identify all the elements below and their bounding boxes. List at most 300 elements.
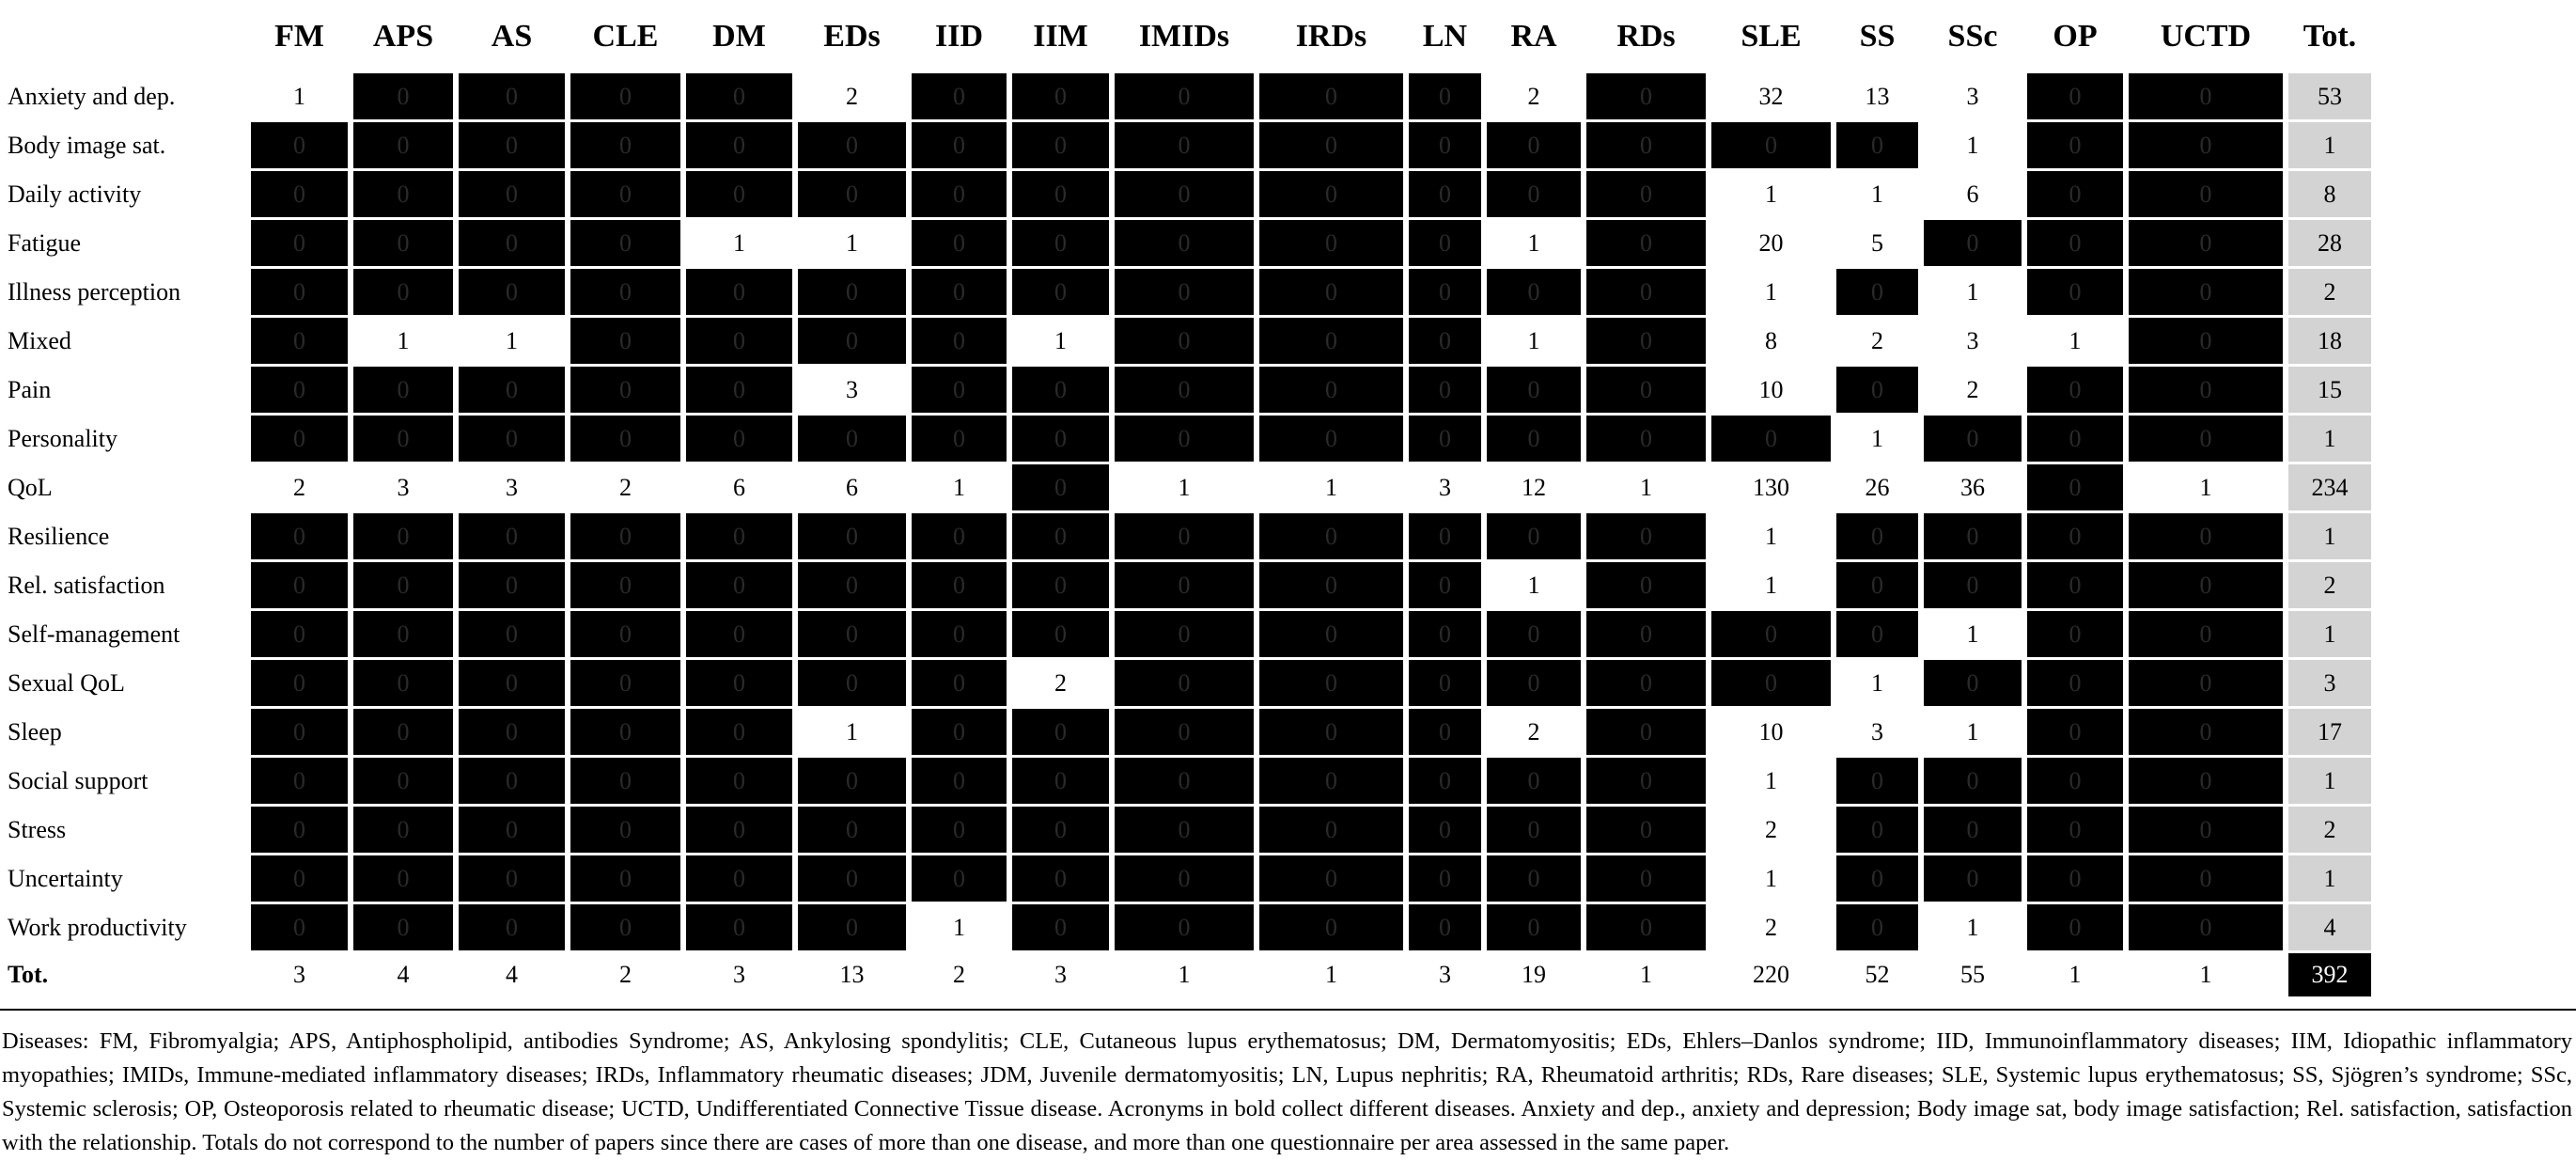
table-cell: 1 <box>1586 464 1706 510</box>
table-cell: 0 <box>1711 660 1831 706</box>
table-cell: 0 <box>353 855 453 902</box>
column-total-cell: 13 <box>798 953 906 996</box>
table-cell: 0 <box>912 611 1007 657</box>
table-cell: 0 <box>1487 660 1581 706</box>
table-cell: 0 <box>353 171 453 217</box>
table-cell: 0 <box>1487 904 1581 950</box>
table-cell: 0 <box>1259 122 1403 168</box>
table-cell: 0 <box>1259 758 1403 804</box>
table-cell: 0 <box>353 562 453 608</box>
table-cell: 3 <box>1924 73 2022 119</box>
table-cell: 0 <box>1409 855 1481 902</box>
table-cell: 0 <box>1586 758 1706 804</box>
table-cell: 0 <box>570 709 680 755</box>
table-cell: 0 <box>353 73 453 119</box>
table-cell: 0 <box>1259 220 1403 266</box>
table-cell: 0 <box>459 855 565 902</box>
row-label: Self-management <box>8 620 180 648</box>
table-cell: 0 <box>353 122 453 168</box>
table-cell: 0 <box>1409 709 1481 755</box>
row-label: Body image sat. <box>8 131 166 159</box>
table-cell: 0 <box>459 758 565 804</box>
column-header: APS <box>372 19 434 54</box>
row-label: Fatigue <box>8 228 81 257</box>
table-cell: 0 <box>570 807 680 853</box>
table-cell: 0 <box>1115 220 1254 266</box>
table-cell: 0 <box>1409 73 1481 119</box>
table-cell: 0 <box>251 904 348 950</box>
table-cell: 1 <box>1259 464 1403 510</box>
table-cell: 0 <box>1836 122 1918 168</box>
row-total-cell: 2 <box>2288 807 2371 853</box>
table-cell: 0 <box>570 269 680 315</box>
row-total-cell: 28 <box>2288 220 2371 266</box>
column-total-cell: 1 <box>1586 953 1706 996</box>
table-cell: 0 <box>1586 611 1706 657</box>
table-cell: 0 <box>251 855 348 902</box>
column-header: LN <box>1422 19 1468 54</box>
table-cell: 0 <box>251 171 348 217</box>
table-cell: 0 <box>798 660 906 706</box>
table-cell: 0 <box>1586 513 1706 559</box>
table-cell: 0 <box>1836 513 1918 559</box>
table-cell: 1 <box>1711 758 1831 804</box>
table-cell: 1 <box>686 220 792 266</box>
row-label: Mixed <box>8 326 71 354</box>
column-header: IMIDs <box>1138 19 1230 54</box>
table-cell: 0 <box>1586 855 1706 902</box>
table-cell: 0 <box>1586 416 1706 462</box>
table-cell: 1 <box>1836 171 1918 217</box>
table-cell: 0 <box>1115 122 1254 168</box>
table-cell: 0 <box>1409 416 1481 462</box>
table-cell: 1 <box>798 709 906 755</box>
table-cell: 0 <box>912 122 1007 168</box>
row-label: Uncertainty <box>8 864 123 892</box>
table-cell: 1 <box>1836 416 1918 462</box>
table-cell: 0 <box>1586 562 1706 608</box>
row-label: Sexual QoL <box>8 668 125 697</box>
table-cell: 0 <box>459 171 565 217</box>
table-cell: 0 <box>2129 660 2283 706</box>
table-cell: 0 <box>686 171 792 217</box>
table-cell: 0 <box>1115 660 1254 706</box>
table-cell: 0 <box>570 611 680 657</box>
table-cell: 0 <box>353 660 453 706</box>
table-cell: 0 <box>1487 807 1581 853</box>
column-header: AS <box>491 19 533 54</box>
table-cell: 0 <box>251 220 348 266</box>
table-cell: 0 <box>2027 562 2123 608</box>
column-header: FM <box>274 19 324 54</box>
row-label: QoL <box>8 473 53 501</box>
total-row <box>6 953 2371 996</box>
table-cell: 2 <box>251 464 348 510</box>
table-cell: 0 <box>1586 122 1706 168</box>
table-cell: 0 <box>1259 171 1403 217</box>
table-cell: 1 <box>1924 122 2022 168</box>
row-total-cell: 2 <box>2288 269 2371 315</box>
table-cell: 0 <box>2027 220 2123 266</box>
table-cell: 0 <box>1409 220 1481 266</box>
table-cell: 0 <box>2027 171 2123 217</box>
table-cell: 0 <box>1409 171 1481 217</box>
column-header: CLE <box>592 19 659 54</box>
table-cell: 1 <box>2027 318 2123 364</box>
table-cell: 0 <box>1259 318 1403 364</box>
table-cell: 0 <box>1924 807 2022 853</box>
table-bottom-rule <box>0 1009 2576 1011</box>
column-header: RDs <box>1616 19 1676 54</box>
table-cell: 0 <box>798 562 906 608</box>
table-cell: 0 <box>353 416 453 462</box>
total-row-label: Tot. <box>8 961 49 988</box>
table-row <box>6 758 2371 804</box>
table-cell: 2 <box>1487 709 1581 755</box>
table-cell: 20 <box>1711 220 1831 266</box>
table-cell: 0 <box>1259 562 1403 608</box>
row-label: Anxiety and dep. <box>8 82 176 110</box>
table-cell: 0 <box>2027 709 2123 755</box>
table-cell: 0 <box>1012 855 1109 902</box>
table-cell: 0 <box>2027 807 2123 853</box>
column-header: IID <box>934 19 984 54</box>
table-cell: 0 <box>798 758 906 804</box>
table-cell: 0 <box>1012 562 1109 608</box>
row-label: Personality <box>8 424 117 452</box>
table-cell: 1 <box>1711 171 1831 217</box>
table-cell: 0 <box>1012 220 1109 266</box>
table-cell: 1 <box>1711 513 1831 559</box>
column-total-cell: 19 <box>1487 953 1581 996</box>
table-cell: 0 <box>2129 904 2283 950</box>
table-cell: 0 <box>912 73 1007 119</box>
table-cell: 0 <box>570 416 680 462</box>
table-cell: 1 <box>1012 318 1109 364</box>
table-cell: 0 <box>570 171 680 217</box>
table-cell: 0 <box>686 416 792 462</box>
row-total-cell: 1 <box>2288 758 2371 804</box>
table-cell: 0 <box>459 73 565 119</box>
table-cell: 0 <box>912 367 1007 413</box>
column-header: UCTD <box>2160 19 2252 54</box>
table-cell: 32 <box>1711 73 1831 119</box>
table-cell: 0 <box>1115 709 1254 755</box>
table-cell: 1 <box>353 318 453 364</box>
table-cell: 0 <box>1012 122 1109 168</box>
table-row <box>6 709 2371 755</box>
table-cell: 0 <box>2129 122 2283 168</box>
table-cell: 0 <box>251 611 348 657</box>
table-cell: 0 <box>353 367 453 413</box>
column-total-cell: 1 <box>2027 953 2123 996</box>
table-cell: 0 <box>1836 611 1918 657</box>
table-cell: 0 <box>1924 855 2022 902</box>
table-row <box>6 660 2371 706</box>
column-total-cell: 52 <box>1836 953 1918 996</box>
row-label: Rel. satisfaction <box>8 571 165 599</box>
table-cell: 0 <box>1012 513 1109 559</box>
table-cell: 13 <box>1836 73 1918 119</box>
table-row <box>6 367 2371 413</box>
corner-header <box>6 3 245 71</box>
table-cell: 0 <box>686 122 792 168</box>
table-cell: 1 <box>798 220 906 266</box>
table-cell: 0 <box>1924 758 2022 804</box>
table-cell: 1 <box>1711 562 1831 608</box>
table-cell: 0 <box>1836 758 1918 804</box>
table-cell: 0 <box>1487 513 1581 559</box>
table-cell: 0 <box>1836 269 1918 315</box>
table-cell: 1 <box>1115 464 1254 510</box>
table-cell: 1 <box>1711 269 1831 315</box>
table-cell: 1 <box>912 904 1007 950</box>
table-cell: 1 <box>1487 220 1581 266</box>
table-cell: 0 <box>2129 73 2283 119</box>
table-cell: 0 <box>459 611 565 657</box>
column-total-cell: 4 <box>353 953 453 996</box>
table-row <box>6 122 2371 168</box>
table-cell: 0 <box>2129 269 2283 315</box>
table-cell: 0 <box>1487 855 1581 902</box>
table-cell: 0 <box>1115 758 1254 804</box>
table-cell: 0 <box>353 269 453 315</box>
table-cell: 0 <box>1115 611 1254 657</box>
table-cell: 0 <box>459 562 565 608</box>
table-cell: 0 <box>1487 122 1581 168</box>
table-cell: 0 <box>459 513 565 559</box>
table-row <box>6 269 2371 315</box>
table-cell: 6 <box>798 464 906 510</box>
table-cell: 0 <box>686 758 792 804</box>
total-column-header: Tot. <box>2303 19 2357 54</box>
table-cell: 1 <box>1924 269 2022 315</box>
table-cell: 0 <box>686 855 792 902</box>
table-cell: 10 <box>1711 367 1831 413</box>
table-cell: 0 <box>912 416 1007 462</box>
row-total-cell: 1 <box>2288 122 2371 168</box>
table-row <box>6 464 2371 510</box>
table-cell: 0 <box>1259 855 1403 902</box>
table-body <box>6 73 2371 996</box>
table-row <box>6 807 2371 853</box>
table-cell: 0 <box>459 367 565 413</box>
table-cell: 0 <box>798 611 906 657</box>
table-cell: 3 <box>1924 318 2022 364</box>
column-header: DM <box>712 19 766 54</box>
table-cell: 1 <box>251 73 348 119</box>
column-header: IRDs <box>1295 19 1367 54</box>
table-row <box>6 513 2371 559</box>
table-cell: 0 <box>570 855 680 902</box>
table-cell: 0 <box>1711 416 1831 462</box>
table-cell: 0 <box>2129 171 2283 217</box>
table-cell: 36 <box>1924 464 2022 510</box>
table-cell: 0 <box>1259 709 1403 755</box>
table-cell: 0 <box>798 513 906 559</box>
column-header: RA <box>1510 19 1557 54</box>
table-cell: 0 <box>2129 220 2283 266</box>
column-total-cell: 2 <box>570 953 680 996</box>
column-header: SLE <box>1741 19 1802 54</box>
column-total-cell: 3 <box>1012 953 1109 996</box>
table-cell: 0 <box>1012 269 1109 315</box>
table-cell: 1 <box>2129 464 2283 510</box>
table-cell: 2 <box>1711 807 1831 853</box>
table-cell: 0 <box>686 660 792 706</box>
table-cell: 1 <box>1924 904 2022 950</box>
table-cell: 0 <box>353 220 453 266</box>
table-cell: 0 <box>798 807 906 853</box>
table-cell: 0 <box>570 904 680 950</box>
table-cell: 0 <box>1259 269 1403 315</box>
table-cell: 0 <box>686 709 792 755</box>
table-cell: 0 <box>459 660 565 706</box>
column-header: EDs <box>823 19 881 54</box>
table-caption: Diseases: FM, Fibromyalgia; APS, Antiphospholipid, antibodies Syndrome; AS, Ankylosing spondylitis; CLE, Cutaneous lupus erythematosus; DM, Dermatomyositis; EDs, Ehlers–Danlos syndrome; IID, Immunoinflammatory diseases; IIM, Idiopathic inflammatory myopathies; IMIDs, Immune-mediated inflammatory diseases; IRDs, Inflammatory rheumatic diseases; JDM, Juvenile dermatomyositis; LN, Lupus nephritis; RA, Rheumatoid arthritis; RDs, Rare diseases; SLE, Systemic lupus erythematosus; SS, Sjögren’s syndrome; SSc, Systemic sclerosis; OP, Osteoporosis related to rheumatic disease; UCTD, Undifferentiated Connective Tissue disease. Acronyms in bold collect different diseases. Anxiety and dep., anxiety and depression; Body image sat, body image satisfaction; Rel. satisfaction, satisfaction with the relationship. Totals do not correspond to the number of papers since there are cases of more than one disease, and more than one questionnaire per area assessed in the same paper. <box>2 1028 2572 1155</box>
table-cell: 0 <box>1924 562 2022 608</box>
table-cell: 0 <box>1409 562 1481 608</box>
table-cell: 0 <box>912 807 1007 853</box>
row-total-cell: 17 <box>2288 709 2371 755</box>
table-cell: 0 <box>1115 318 1254 364</box>
table-cell: 130 <box>1711 464 1831 510</box>
table-cell: 0 <box>1115 367 1254 413</box>
table-cell: 3 <box>353 464 453 510</box>
table-cell: 0 <box>1012 464 1109 510</box>
table-cell: 0 <box>798 904 906 950</box>
table-cell: 0 <box>251 318 348 364</box>
table-cell: 0 <box>1586 171 1706 217</box>
table-cell: 0 <box>686 318 792 364</box>
table-cell: 0 <box>251 513 348 559</box>
table-cell: 0 <box>686 562 792 608</box>
table-cell: 8 <box>1711 318 1831 364</box>
row-total-cell: 2 <box>2288 562 2371 608</box>
table-cell: 0 <box>1836 367 1918 413</box>
row-total-cell: 1 <box>2288 416 2371 462</box>
table-cell: 0 <box>2129 611 2283 657</box>
table-cell: 0 <box>1409 318 1481 364</box>
table-cell: 0 <box>798 122 906 168</box>
row-label: Social support <box>8 766 148 794</box>
table-cell: 0 <box>570 122 680 168</box>
table-cell: 0 <box>459 904 565 950</box>
table-cell: 0 <box>1409 807 1481 853</box>
table-cell: 0 <box>1115 513 1254 559</box>
column-total-cell: 4 <box>459 953 565 996</box>
table-cell: 0 <box>686 807 792 853</box>
table-cell: 0 <box>2129 367 2283 413</box>
table-cell: 0 <box>912 318 1007 364</box>
table-cell: 0 <box>2129 709 2283 755</box>
table-cell: 0 <box>2027 513 2123 559</box>
row-total-cell: 3 <box>2288 660 2371 706</box>
table-cell: 0 <box>1115 855 1254 902</box>
table-cell: 0 <box>912 660 1007 706</box>
table-row <box>6 562 2371 608</box>
table-cell: 1 <box>912 464 1007 510</box>
table-cell: 1 <box>1924 709 2022 755</box>
table-cell: 0 <box>1409 269 1481 315</box>
column-total-cell: 3 <box>1409 953 1481 996</box>
table-cell: 0 <box>1259 611 1403 657</box>
table-cell: 0 <box>2027 855 2123 902</box>
table-cell: 0 <box>353 513 453 559</box>
table-cell: 0 <box>2027 758 2123 804</box>
table-cell: 1 <box>459 318 565 364</box>
table-cell: 0 <box>353 709 453 755</box>
row-total-cell: 1 <box>2288 611 2371 657</box>
table-cell: 0 <box>1586 660 1706 706</box>
grand-total-cell: 392 <box>2288 953 2371 996</box>
table-cell: 0 <box>798 855 906 902</box>
table-cell: 0 <box>1115 416 1254 462</box>
table-cell: 1 <box>1487 318 1581 364</box>
table-cell: 0 <box>459 269 565 315</box>
table-cell: 0 <box>1711 122 1831 168</box>
table-cell: 0 <box>1586 73 1706 119</box>
table-cell: 1 <box>1836 660 1918 706</box>
table-cell: 0 <box>1487 171 1581 217</box>
table-cell: 0 <box>2027 122 2123 168</box>
column-total-cell: 1 <box>1115 953 1254 996</box>
table-cell: 0 <box>912 220 1007 266</box>
table-cell: 0 <box>353 611 453 657</box>
table-cell: 0 <box>1409 904 1481 950</box>
row-total-cell: 234 <box>2288 464 2371 510</box>
column-header: IIM <box>1033 19 1088 54</box>
table-cell: 0 <box>1924 513 2022 559</box>
table-cell: 0 <box>1586 318 1706 364</box>
table-cell: 0 <box>1012 904 1109 950</box>
column-header: OP <box>2053 19 2098 54</box>
table-row <box>6 416 2371 462</box>
table-cell: 0 <box>1836 904 1918 950</box>
table-cell: 0 <box>686 73 792 119</box>
table-cell: 0 <box>686 367 792 413</box>
table-cell: 0 <box>1586 807 1706 853</box>
row-label: Sleep <box>8 717 62 745</box>
table-cell: 0 <box>2129 758 2283 804</box>
table-cell: 0 <box>1487 416 1581 462</box>
table-cell: 0 <box>1836 855 1918 902</box>
table-cell: 0 <box>570 660 680 706</box>
row-label: Illness perception <box>8 277 181 306</box>
table-cell: 0 <box>251 660 348 706</box>
column-total-cell: 220 <box>1711 953 1831 996</box>
table-cell: 0 <box>2129 513 2283 559</box>
table-cell: 0 <box>1836 562 1918 608</box>
table-cell: 0 <box>686 904 792 950</box>
column-total-cell: 3 <box>251 953 348 996</box>
table-row <box>6 855 2371 902</box>
table-cell: 0 <box>1487 269 1581 315</box>
table-cell: 0 <box>912 171 1007 217</box>
table-cell: 0 <box>1115 171 1254 217</box>
table-cell: 0 <box>912 855 1007 902</box>
table-cell: 0 <box>251 367 348 413</box>
table-cell: 0 <box>570 758 680 804</box>
table-cell: 0 <box>459 220 565 266</box>
table-cell: 0 <box>251 562 348 608</box>
table-cell: 0 <box>251 709 348 755</box>
row-total-cell: 1 <box>2288 855 2371 902</box>
column-header: SSc <box>1947 19 1998 54</box>
row-total-cell: 1 <box>2288 513 2371 559</box>
table-cell: 0 <box>353 758 453 804</box>
table-row <box>6 171 2371 217</box>
